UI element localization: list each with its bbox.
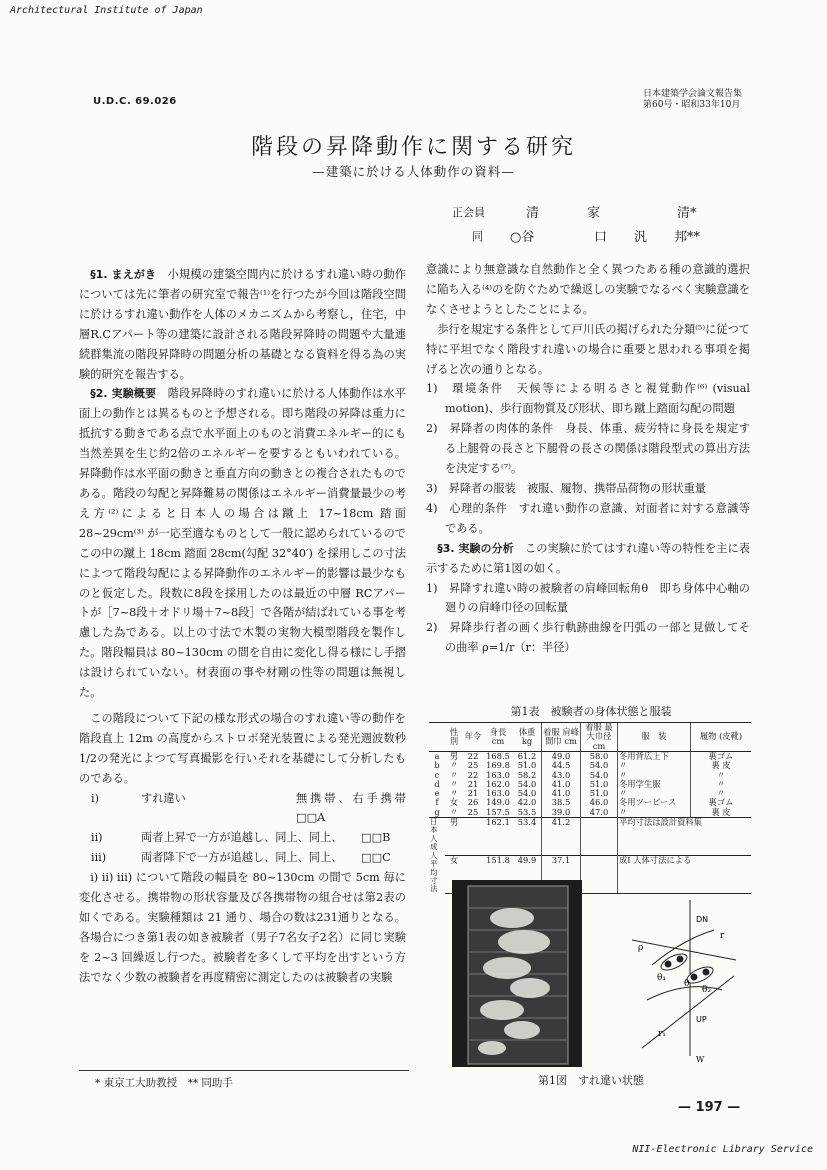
table-cell: 51.0 bbox=[581, 780, 618, 789]
author-name-part: 清* bbox=[677, 206, 697, 221]
journal-issue: 第60号・昭和33年10月 bbox=[642, 100, 741, 110]
table-cell: 男 bbox=[445, 818, 463, 856]
table-cell: 冬用学生服 bbox=[618, 780, 691, 789]
table-cell: 22 bbox=[467, 769, 479, 780]
table-cell: 47.0 bbox=[581, 808, 618, 818]
figure-graphic bbox=[452, 880, 742, 1067]
table-header: 身長 cm bbox=[483, 723, 513, 752]
section-body: 階段昇降時のすれ違いに於ける人体動作は水平面上の動作とは異るものと予想される。即ち階段の昇降は重力に抵抗する動きである点で水平面上のものと消費エネルギー的にも当然差異を生じ約2倍のエネルギーを要するともいわれている。昇降動作は水平面の動きと垂直方向の動きとの複合されたものである。階段の勾配と昇降難易の関係はエネルギー消費量最少の考え方⁽²⁾によると日本人の場合は蹴上 17~18cm 踏面 28~29cm⁽³⁾ が一応至適なものとして一般に認められているのでこの中の蹴上 18cm 踏面 28cm(勾配 32°40′) を採用しこの寸法によつて階段勾配による昇降動作のエネルギー的影響は最少なものと仮定した。段数に8段を採用したのは最近の中層 RCアパートが［7~8段＋オドリ場＋7~8段］で各階が結ばれている事を考慮した為である。以上の寸法で木製の実物大模型階段を製作した。階段幅員は 80~130cm の間を自由に変化し得る様にし手摺は設けられていない。材表面の事や材剛の性等の問題は無視した。 bbox=[79, 387, 406, 700]
table-cell bbox=[581, 818, 618, 856]
table-header: 履物 (皮靴) bbox=[691, 723, 752, 752]
table-cell: 25 bbox=[467, 806, 479, 817]
table-cell: 22 bbox=[467, 751, 479, 761]
table-cell: 39.0 bbox=[542, 808, 581, 818]
paragraph: この階段について下記の様な形式の場合のすれ違い等の動作を階段直上 12m の高度からストロボ発光装置による発光週波数秒1/2の発光によつて写真撮影を行いそれを基礎にして分析したものである。 bbox=[79, 711, 406, 785]
table-cell: d bbox=[434, 778, 440, 789]
table-cell: 〃 bbox=[618, 789, 691, 798]
label-theta: θ bbox=[684, 979, 690, 989]
table-cell: 成Ⅰ 人体寸法による bbox=[618, 856, 752, 894]
avg-label: 日本人成人平均寸法 bbox=[429, 818, 445, 894]
author-2 bbox=[452, 226, 752, 244]
table-cell: 51.0 bbox=[517, 760, 537, 771]
table-cell: 〃 bbox=[618, 808, 691, 818]
table-cell: c bbox=[434, 769, 440, 780]
table-cell: 163.0 bbox=[486, 769, 510, 780]
table-header: 年令 bbox=[463, 723, 483, 752]
table-cell: a bbox=[434, 751, 440, 761]
table-cell: e bbox=[434, 788, 440, 799]
subjects-table bbox=[429, 722, 751, 894]
table-cell: 54.0 bbox=[581, 761, 618, 770]
journal-info bbox=[643, 89, 742, 111]
table-cell: 51.0 bbox=[581, 789, 618, 798]
table-cell: 53.5 bbox=[517, 806, 537, 817]
table-header-row bbox=[429, 723, 751, 752]
table-cell: 裏ゴム bbox=[691, 798, 752, 807]
table-cell: 163.0 bbox=[486, 788, 510, 799]
footer-library: NII-Electronic Library Service bbox=[632, 1144, 813, 1155]
udc-code: U.D.C. 69.026 bbox=[93, 96, 177, 107]
table-cell: 46.0 bbox=[581, 798, 618, 807]
table-cell: 37.1 bbox=[542, 856, 581, 894]
table-cell: 平均寸法は設計資料集 bbox=[618, 818, 752, 856]
author-name-part: 清 bbox=[526, 206, 540, 221]
case-detail: 無携帯、右手携帯 □□A bbox=[296, 791, 418, 825]
table-cell: 〃 bbox=[691, 789, 752, 798]
table-cell: 49.9 bbox=[513, 856, 542, 894]
label-r1: r₁ bbox=[658, 1029, 666, 1039]
case-detail: □□C bbox=[361, 851, 391, 865]
case-item bbox=[79, 828, 406, 848]
table-cell: f bbox=[435, 797, 439, 808]
list-item: 4) 心理的条件 すれ違い動作の意識、対面者に対する意識等である。 bbox=[426, 501, 750, 535]
trajectory-diagram bbox=[632, 900, 736, 1056]
table-cell: 169.8 bbox=[486, 760, 510, 771]
header-institute: Architectural Institute of Japan bbox=[10, 5, 203, 16]
table-cell: 157.5 bbox=[486, 806, 510, 817]
table-cell: 42.0 bbox=[517, 797, 537, 808]
list-item: 2) 昇降歩行者の画く歩行軌跡曲線を円弧の一部と見做してその曲率 ρ=1/r（r：半径） bbox=[426, 621, 750, 655]
list-item: 1) 昇降すれ違い時の被験者の肩峰回転角θ 即ち身体中心軸の廻りの肩峰巾径の回転量 bbox=[426, 581, 750, 615]
table-cell: 男 bbox=[449, 751, 459, 761]
section-heading: §1. まえがき bbox=[90, 268, 157, 281]
label-dn: DN bbox=[696, 915, 709, 924]
table-cell: 41.2 bbox=[542, 818, 581, 856]
list-item: 2) 昇降者の肉体的条件 身長、体重、疲労特に身長を規定する上腿骨の長さと下腿骨の長さの関係は階段型式の算出方法を決定する⁽⁷⁾。 bbox=[426, 422, 750, 476]
table-cell: 21 bbox=[467, 788, 479, 799]
table-cell: 54.0 bbox=[581, 771, 618, 780]
label-w: W bbox=[696, 1055, 705, 1064]
table-cell: 41.0 bbox=[542, 780, 581, 789]
table-header: 体重 kg bbox=[513, 723, 542, 752]
table-cell: 162.1 bbox=[483, 818, 513, 856]
table-cell: 168.5 bbox=[486, 751, 510, 761]
list-item: 3) 昇降者の服装 被服、履物、携帯品荷物の形状重量 bbox=[426, 481, 706, 495]
table-cell: 49.0 bbox=[542, 752, 581, 762]
label-theta2: θ₂ bbox=[702, 985, 712, 995]
author-name-part: 家 bbox=[587, 206, 601, 221]
label-up: UP bbox=[696, 1015, 707, 1024]
case-label: 両者降下で一方が追越し、同上、同上、 bbox=[141, 851, 343, 865]
figure-caption: 第1図 すれ違い状態 bbox=[538, 1074, 644, 1087]
page-number: — 197 — bbox=[678, 1100, 741, 1115]
figure-1 bbox=[452, 880, 742, 1067]
table-cell: 〃 bbox=[618, 771, 691, 780]
table-cell: g bbox=[434, 806, 440, 817]
list-item: 1) 環境条件 天候等による明るさと視覚動作⁽⁶⁾ (visual motion)、歩行面物質及び形状、即ち蹴上踏面勾配の問題 bbox=[426, 382, 750, 416]
table-cell: b bbox=[434, 760, 440, 771]
author-name-part: 口 bbox=[594, 230, 608, 245]
table-cell: 41.0 bbox=[542, 789, 581, 798]
author-1 bbox=[452, 202, 752, 220]
table-header: 着服 肩峰間巾 cm bbox=[542, 723, 581, 752]
table-cell: 〃 bbox=[449, 778, 459, 789]
section-heading: §2. 実験概要 bbox=[90, 387, 157, 401]
table-cell: 61.2 bbox=[517, 751, 537, 761]
table-cell: 26 bbox=[467, 797, 479, 808]
table-cell: 〃 bbox=[691, 780, 752, 789]
table-header: 性別 bbox=[445, 723, 463, 752]
paragraph: i) ii) iii) について階段の幅員を 80~130cm の間で 5cm 毎に変化させる。携帯物の形状容量及び各携帯物の組合せは第2表の如くである。実験種類は 21 通り、場合の数は231通りとなる。各場合につき第1表の如き被験者（男子7名女子2名）に同じ実験を 2~3 回繰返し行つた。被験者を多くして平均を出すという方法でなく少数の被験者を再度精密に測定したのは被験者の実験 bbox=[79, 871, 406, 984]
table-cell: 〃 bbox=[618, 761, 691, 770]
table-cell: 裏 皮 bbox=[691, 808, 752, 818]
author-role: 同 bbox=[472, 230, 483, 243]
table-cell: 58.2 bbox=[517, 769, 537, 780]
table-cell: 冬用背広上下 bbox=[618, 752, 691, 762]
author-name-part: 汎 bbox=[634, 230, 648, 245]
section-heading: §3. 実験の分析 bbox=[437, 541, 514, 555]
case-item bbox=[79, 789, 418, 829]
table-cell: 53.4 bbox=[513, 818, 542, 856]
table-cell: 43.0 bbox=[542, 771, 581, 780]
table-cell: 38.5 bbox=[542, 798, 581, 807]
left-column bbox=[79, 265, 418, 988]
table-cell: 女 bbox=[445, 856, 463, 894]
table-cell: 44.5 bbox=[542, 761, 581, 770]
table-cell: 21 bbox=[467, 778, 479, 789]
author-name-part: 邦** bbox=[674, 230, 701, 245]
table-cell bbox=[463, 818, 483, 856]
table-cell: 54.0 bbox=[517, 788, 537, 799]
table-cell: 〃 bbox=[449, 760, 459, 771]
paper-subtitle: —建築に於ける人体動作の資料— bbox=[312, 164, 515, 179]
case-item bbox=[79, 848, 406, 868]
table-row bbox=[429, 808, 751, 818]
paragraph: 歩行を規定する条件として戸川氏の掲げられた分類⁽⁵⁾に従つて特に平坦でなく階段すれ違いの場合に重要と思われる事項を掲げると次の通りとなる。 bbox=[426, 322, 750, 376]
table-cell: 〃 bbox=[449, 806, 459, 817]
case-number: ii) bbox=[91, 831, 103, 845]
paragraph: 意識により無意識な自然動作と全く異つたある種の意識的選択に陥ち入る⁽⁴⁾のを防ぐためで繰返しの実験でなるべく実験意識をなくさせようとしたことによる。 bbox=[426, 263, 750, 316]
table-caption: 第1表 被験者の身体状態と服装 bbox=[510, 705, 672, 718]
paper-title: 階段の昇降動作に関する研究 bbox=[250, 135, 576, 160]
table-cell: 女 bbox=[449, 797, 459, 808]
case-detail: □□B bbox=[361, 831, 391, 845]
table-cell: 151.8 bbox=[483, 856, 513, 894]
journal-name: 日本建築学会論文報告集 bbox=[642, 89, 742, 99]
section-1 bbox=[79, 265, 406, 384]
label-theta1: θ₁ bbox=[657, 973, 667, 983]
section-2 bbox=[79, 384, 406, 703]
section-body: 小規模の建築空間内に於けるすれ違い時の動作については先に筆者の研究室で報告⁽¹⁾を行つたが今回は階段空間に於けるすれ違い動作を人体のメカニズムから考察し，住宅，中層R.Cアパート等の建築に設計される階段昇降時の問題や大量連続群集流の階段昇降時の問題分析の基礎となる資料を得る為の実験的研究を報告する。 bbox=[79, 268, 406, 381]
table-cell: 54.0 bbox=[517, 778, 537, 789]
table-header: 服 装 bbox=[618, 723, 691, 752]
author-role: 正会員 bbox=[452, 206, 485, 219]
right-column bbox=[426, 260, 750, 658]
table-cell: 〃 bbox=[691, 771, 752, 780]
label-rho: ρ bbox=[638, 943, 644, 953]
table-cell: 〃 bbox=[449, 769, 459, 780]
table-cell: 裏 皮 bbox=[691, 761, 752, 770]
table-header: 着服 最大巾径 cm bbox=[581, 723, 618, 752]
case-number: i) bbox=[91, 791, 99, 805]
case-number: iii) bbox=[91, 851, 107, 865]
table-cell: 冬用ツーピース bbox=[618, 798, 691, 807]
case-label: 両者上昇で一方が追越し、同上、同上、 bbox=[141, 831, 343, 845]
table-cell: 149.0 bbox=[486, 797, 510, 808]
footnote-divider bbox=[79, 1070, 409, 1071]
table-cell: 162.0 bbox=[486, 778, 510, 789]
table-row bbox=[429, 818, 751, 856]
section-3 bbox=[426, 539, 750, 579]
table-header bbox=[429, 723, 445, 752]
section-body: この実験に於てはすれ違い等の特性を主に表示するために第1図の如く。 bbox=[426, 541, 750, 575]
table-cell: 58.0 bbox=[581, 752, 618, 762]
table-cell: 〃 bbox=[449, 788, 459, 799]
table-cell: 裏ゴム bbox=[691, 752, 752, 762]
case-label: すれ違い bbox=[141, 791, 186, 805]
footnote: * 東京工大助教授 ** 同助手 bbox=[95, 1077, 233, 1089]
label-r: r bbox=[720, 931, 725, 941]
author-name-part: ○谷 bbox=[510, 230, 535, 245]
table-cell: 25 bbox=[467, 760, 479, 771]
